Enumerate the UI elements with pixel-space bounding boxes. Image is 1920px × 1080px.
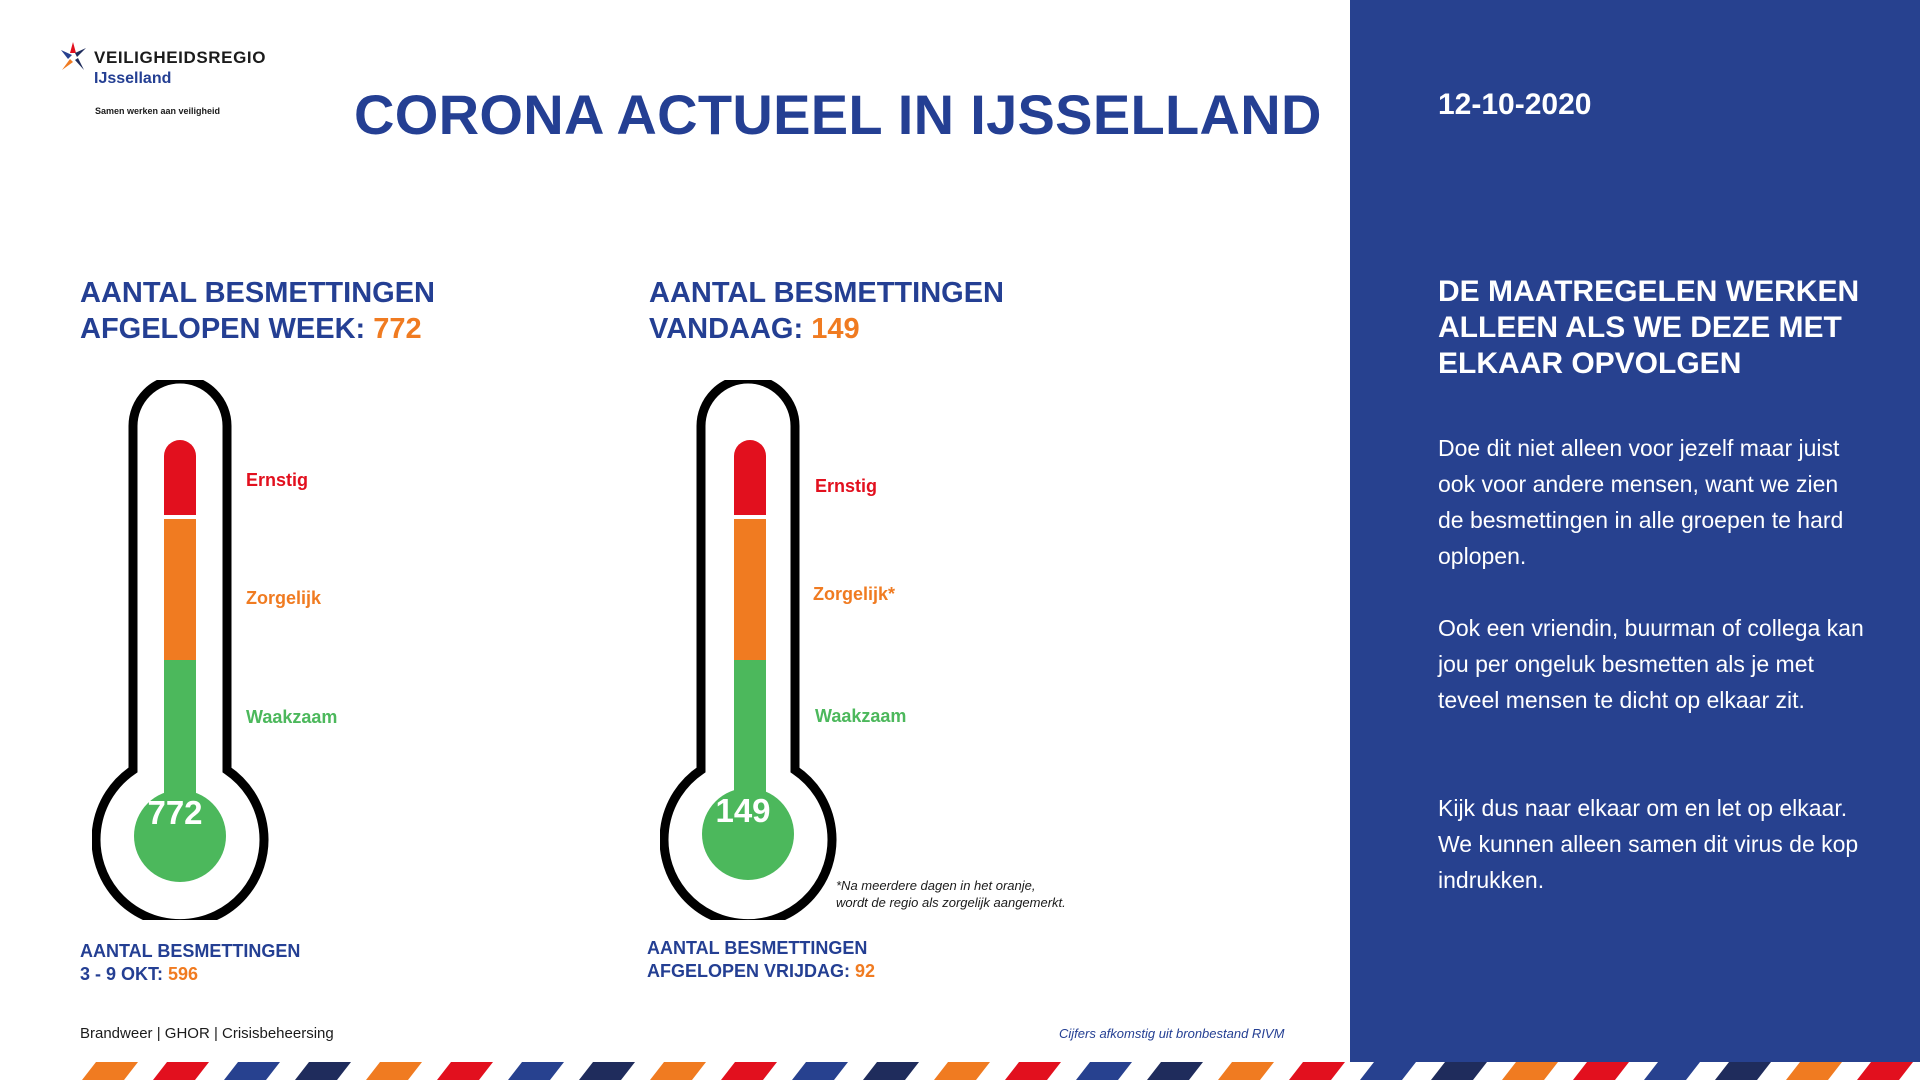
level-bar-alert	[164, 660, 196, 810]
week-footer-stat	[80, 940, 300, 986]
week-footer-line1: AANTAL BESMETTINGEN	[80, 941, 301, 961]
week-thermometer-value: 772	[147, 794, 203, 831]
today-footer-line1: AANTAL BESMETTINGEN	[647, 938, 868, 958]
decorative-stripe-border	[0, 1062, 1920, 1080]
week-level-concerning: Zorgelijk	[246, 588, 322, 608]
brand-logo	[58, 40, 298, 120]
stripe-segment	[1502, 1062, 1558, 1080]
stripe-segment	[650, 1062, 706, 1080]
stripe-segment	[1218, 1062, 1274, 1080]
stripe-segment	[1360, 1062, 1416, 1080]
week-heading-line2	[80, 311, 435, 347]
today-level-concerning: Zorgelijk*	[813, 584, 896, 604]
brand-region: IJsselland	[94, 70, 172, 87]
stripe-segment	[579, 1062, 635, 1080]
thermometer-graphic	[92, 380, 272, 920]
week-heading-label: AFGELOPEN WEEK:	[80, 313, 374, 345]
stripe-segment	[934, 1062, 990, 1080]
today-footer-value: 92	[855, 961, 876, 981]
today-footer-label: AFGELOPEN VRIJDAG:	[647, 961, 856, 981]
stripe-segment	[153, 1062, 209, 1080]
logo-star-icon	[58, 40, 90, 76]
today-footer-line2	[647, 960, 875, 983]
today-level-severe: Ernstig	[815, 476, 878, 496]
brand-name: VEILIGHEIDSREGIO	[94, 48, 267, 67]
stripe-segment	[1147, 1062, 1203, 1080]
stripe-segment	[1005, 1062, 1061, 1080]
week-count: 772	[373, 313, 422, 345]
level-bar-severe	[734, 440, 766, 515]
level-bar-concerning	[164, 519, 196, 660]
footer-organizations: Brandweer | GHOR | Crisisbeheersing	[80, 1025, 334, 1042]
week-level-alert: Waakzaam	[246, 707, 338, 727]
page-title: CORONA ACTUEEL IN IJSSELLAND	[354, 83, 1322, 146]
stripe-segment	[792, 1062, 848, 1080]
stripe-segment	[366, 1062, 422, 1080]
stripe-segment	[1431, 1062, 1487, 1080]
week-footer-label: 3 - 9 OKT:	[80, 964, 169, 984]
week-footer-line2	[80, 963, 300, 986]
thermometer-graphic	[660, 380, 840, 920]
week-heading	[80, 275, 435, 347]
today-thermometer-value: 149	[715, 792, 771, 829]
week-thermometer	[92, 380, 272, 920]
today-footer-stat	[647, 937, 875, 983]
level-bar-severe	[164, 440, 196, 515]
stripe-segment	[295, 1062, 351, 1080]
stripe-segment	[1786, 1062, 1842, 1080]
level-bar-alert	[734, 660, 766, 810]
measures-panel	[1350, 0, 1920, 1062]
orange-footnote	[836, 877, 1066, 911]
stripe-segment	[721, 1062, 777, 1080]
week-heading-line1: AANTAL BESMETTINGEN	[80, 277, 435, 309]
today-thermometer	[660, 380, 840, 920]
stripe-segment	[437, 1062, 493, 1080]
stripe-segment	[1857, 1062, 1913, 1080]
week-footer-value: 596	[168, 964, 199, 984]
today-heading	[649, 275, 1004, 347]
report-date: 12-10-2020	[1438, 88, 1592, 121]
stripe-segment	[82, 1062, 138, 1080]
panel-heading: DE MAATREGELEN WERKEN ALLEEN ALS WE DEZE MET ELKAAR OPVOLGEN	[1438, 275, 1860, 380]
stripe-segment	[1289, 1062, 1345, 1080]
footnote-line1: *Na meerdere dagen in het oranje,	[836, 878, 1036, 893]
panel-paragraph-3: Kijk dus naar elkaar om en let op elkaar. We kunnen alleen samen dit virus de kop indrukken.	[1438, 795, 1859, 893]
footer-source: Cijfers afkomstig uit bronbestand RIVM	[1059, 1026, 1285, 1041]
stripe-segment	[1573, 1062, 1629, 1080]
today-heading-line2	[649, 311, 1004, 347]
today-heading-label: VANDAAG:	[649, 313, 812, 345]
stripe-segment	[224, 1062, 280, 1080]
stripe-segment	[508, 1062, 564, 1080]
panel-paragraph-1: Doe dit niet alleen voor jezelf maar juist ook voor andere mensen, want we zien de besmettingen in alle groepen te hard oplopen.	[1438, 435, 1844, 569]
level-bar-concerning	[734, 519, 766, 660]
today-heading-line1: AANTAL BESMETTINGEN	[649, 277, 1004, 309]
stripe-segment	[1076, 1062, 1132, 1080]
footnote-line2: wordt de regio als zorgelijk aangemerkt.	[836, 895, 1066, 910]
panel-paragraph-2: Ook een vriendin, buurman of collega kan jou per ongeluk besmetten als je met teveel mensen te dicht op elkaar zit.	[1438, 615, 1864, 713]
week-level-severe: Ernstig	[246, 470, 309, 490]
stripe-segment	[1715, 1062, 1771, 1080]
stripe-segment	[863, 1062, 919, 1080]
today-count: 149	[811, 313, 860, 345]
brand-tagline: Samen werken aan veiligheid	[95, 106, 221, 116]
stripe-segment	[1644, 1062, 1700, 1080]
today-level-alert: Waakzaam	[815, 706, 907, 726]
